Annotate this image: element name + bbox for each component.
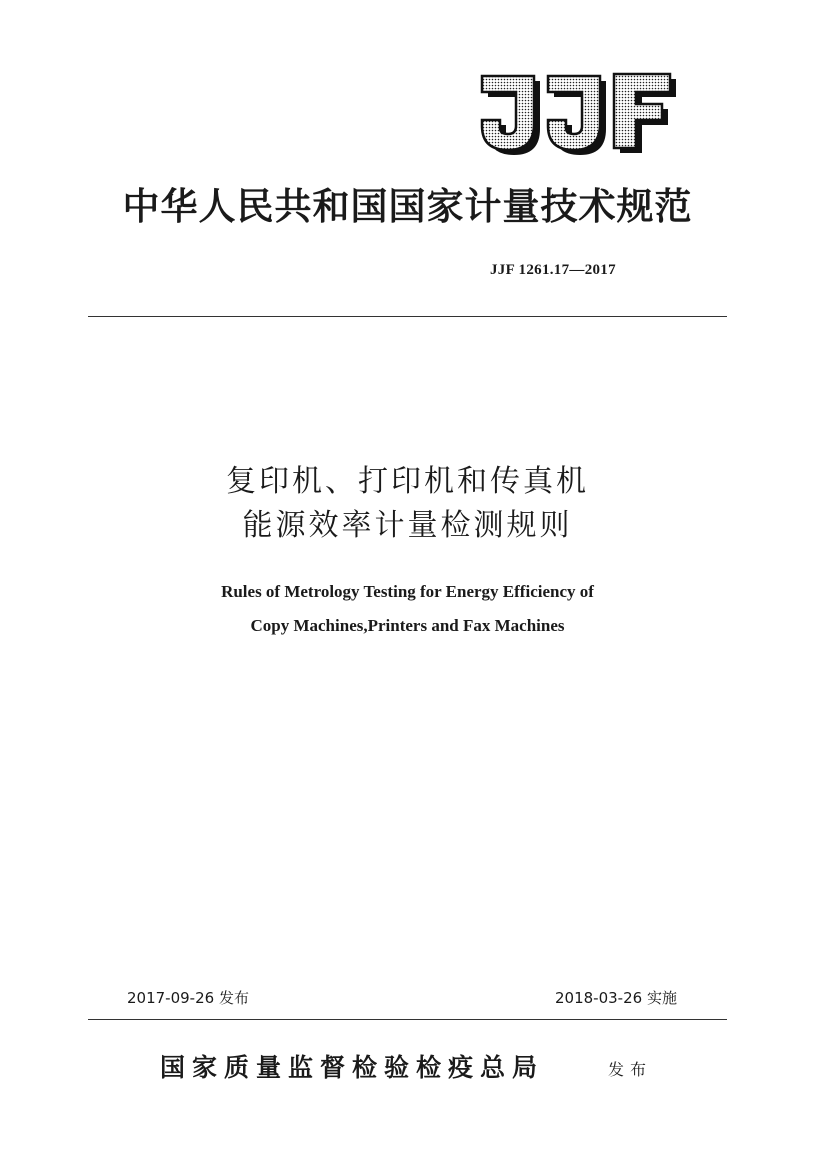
logo-letter-j1	[482, 76, 540, 155]
cn-title-line-1: 复印机、打印机和传真机	[226, 464, 589, 499]
en-title-line-2: Copy Machines,Printers and Fax Machines	[250, 616, 565, 635]
divider-bottom	[88, 1019, 727, 1020]
cn-title-line-2: 能源效率计量检测规则	[242, 508, 573, 543]
standard-code: JJF 1261.17—2017	[490, 262, 616, 278]
org-title: 中华人民共和国国家计量技术规范	[122, 185, 693, 228]
publish-label: 发布	[608, 1060, 653, 1079]
jjf-logo	[470, 66, 685, 156]
publisher-name: 国家质量监督检验检疫总局	[160, 1053, 545, 1082]
divider-top	[88, 316, 727, 317]
implementation-date: 2018-03-26 实施	[555, 989, 677, 1007]
logo-letter-j2	[548, 76, 606, 155]
issue-date: 2017-09-26 发布	[127, 989, 249, 1007]
en-title-line-1: Rules of Metrology Testing for Energy Efficiency of	[221, 582, 594, 601]
logo-letter-f	[614, 74, 676, 153]
